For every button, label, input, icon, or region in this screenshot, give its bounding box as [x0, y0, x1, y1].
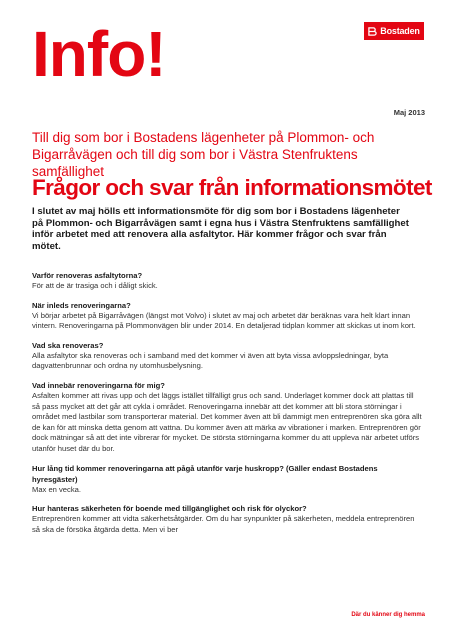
answer: Alla asfaltytor ska renoveras och i samband med det kommer vi även att byta vissa avloppsledningar, byta dagvattenbrunnar och ordna ny utomhusbelysning.	[32, 350, 389, 371]
answer: För att de är trasiga och i dåligt skick.	[32, 281, 158, 290]
qa-item	[32, 270, 422, 292]
question: Vad ska renoveras?	[32, 340, 104, 350]
logo-text: Bostaden	[380, 26, 420, 36]
answer: Max en vecka.	[32, 484, 81, 494]
qa-item	[32, 503, 422, 535]
question: Varför renoveras asfaltytorna?	[32, 271, 143, 280]
answer: Asfalten kommer att rivas upp och det läggs istället tillfälligt grus och sand. Underlaget kommer dock att plattas till så pass mycket att det går att cykla i området. Renoveringarna innebär att det kommer att bli stora störningar i området med lastbilar som transporterar material. Det kommer även att bli dammigt men entreprenören ska göra allt de kan för att minska detta genom att vattna. Du kommer även att märka av vibrationer i marken. Entreprenören gör dock mätningar så att det inte vibrerar för mycket. De största störningarna kommer du att uppleva när arbetet utförs utanför huset där du bor.	[32, 390, 422, 453]
qa-item	[32, 340, 422, 372]
bostaden-logo-icon	[368, 27, 377, 36]
qa-item	[32, 300, 422, 332]
masthead-title: Info!	[32, 18, 166, 90]
question: Vad innebär renoveringarna för mig?	[32, 380, 165, 390]
question: Hur lång tid kommer renoveringarna att pågå utanför varje huskropp? (Gäller endast Bostadens hyresgäster)	[32, 463, 378, 484]
lead-paragraph: I slutet av maj hölls ett informationsmöte för dig som bor i Bostadens lägenheter på Plommon- och Bigarråvägen samt i egna hus i Västra Stenfruktens samfällighet inför arbetet med att renovera alla asfaltytor. Här kommer frågor och svar från mötet.	[32, 206, 409, 252]
qa-item	[32, 380, 422, 455]
answer: Entreprenören kommer att vidta säkerhetsåtgärder. Om du har synpunkter på säkerheten, meddela entreprenören så ska de försöka åtgärda detta. Men vi ber	[32, 514, 415, 534]
question: När inleds renoveringarna?	[32, 300, 131, 310]
bostaden-logo	[364, 22, 424, 40]
footer-tagline: Där du känner dig hemma	[351, 612, 425, 618]
intro-text: Till dig som bor i Bostadens lägenheter på Plommon- och Bigarråvägen och till dig som bor i Västra Stenfruktens samfällighet	[32, 130, 375, 179]
answer: Vi börjar arbetet på Bigarråvägen (längst mot Volvo) i slutet av maj och arbetet där beräknas vara helt klart innan vintern. Renoveringarna på Plommonvägen blir under 2014. En detaljerad tidplan kommer att skickas ut inom kort.	[32, 310, 416, 331]
issue-date: Maj 2013	[393, 108, 425, 117]
qa-item	[32, 463, 422, 496]
headline: Frågor och svar från informationsmötet	[32, 175, 432, 200]
question: Hur hanteras säkerheten för boende med tillgänglighet och risk för olyckor?	[32, 504, 307, 514]
qa-list	[32, 270, 422, 543]
